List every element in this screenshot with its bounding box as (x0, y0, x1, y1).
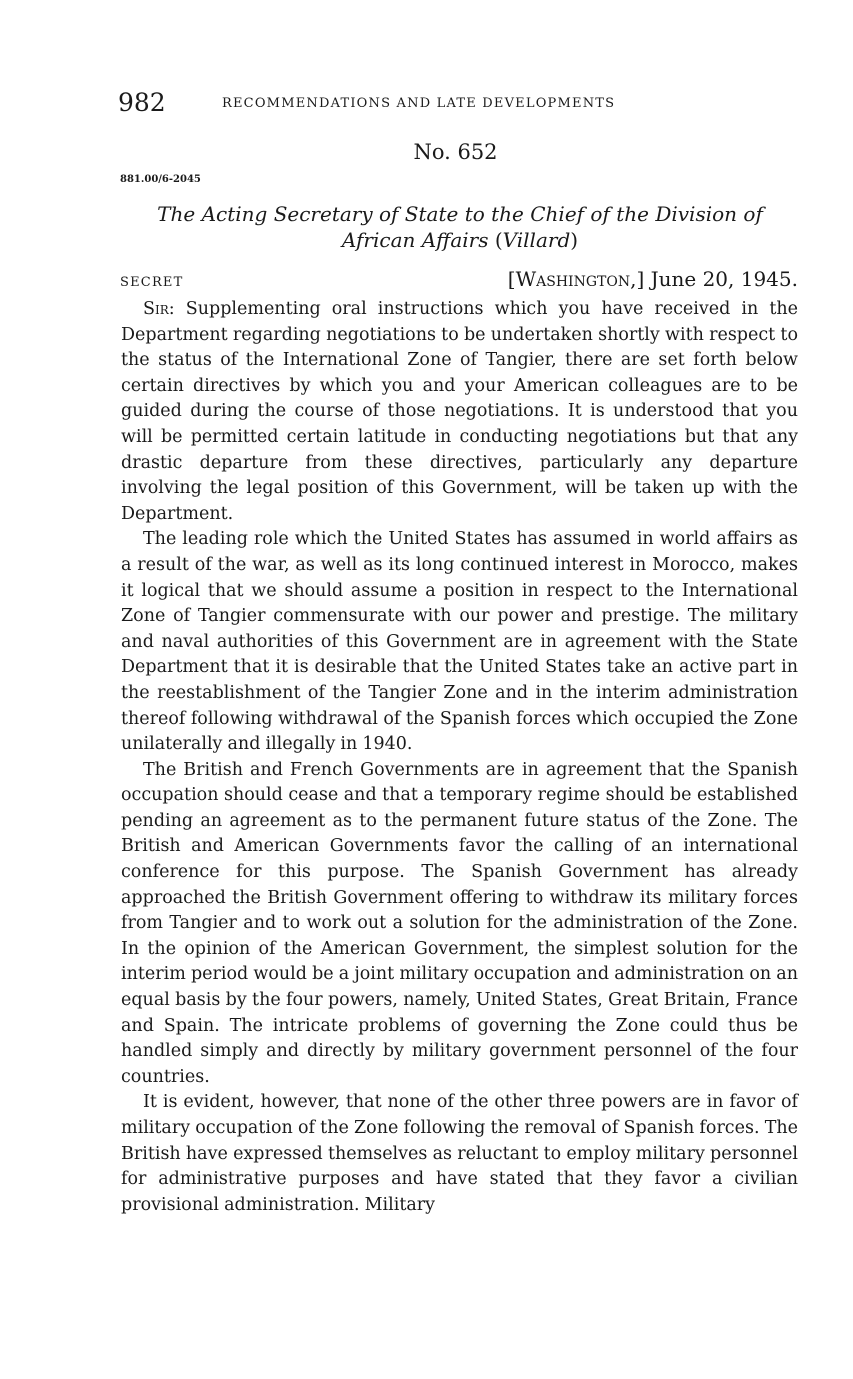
paragraph-1-text: : Supplementing oral instructions which you have received in the Department regarding negotiations to be undertaken shortly with respect to the status of the International Zone of Tangier, there are set forth below certain directives by which you and your American colleagues are to be guided during the course of those negotiations. It is understood that you will be permitted certain latitude in conducting negotiations but that any drastic departure from these directives, particularly any departure involving the legal position of this Government, will be taken up with the Department. (121, 299, 798, 524)
title-paren-open: ( (494, 228, 503, 252)
document-number: No. 652 (413, 140, 498, 164)
page-number: 982 (118, 88, 166, 117)
salutation: Sir (143, 299, 169, 319)
dateline (508, 267, 798, 291)
file-reference: 881.00/6-2045 (120, 174, 201, 185)
running-head: RECOMMENDATIONS AND LATE DEVELOPMENTS (222, 96, 616, 111)
paragraph-3: The British and French Governments are in agreement that the Spanish occupation should cease and that a temporary regime should be established pending an agreement as to the permanent future status of the Zone. The British and American Governments favor the calling of an international conference for this purpose. The Spanish Government has already approached the British Government offering to withdraw its military forces from Tangier and to work out a solution for the administration of the Zone. In the opinion of the American Government, the simplest solution for the interim period would be a joint military occupation and administration on an equal basis by the four powers, namely, United States, Great Britain, France and Spain. The intricate problems of governing the Zone could thus be handled simply and directly by military government personnel of the four countries. (121, 759, 798, 1087)
title-paren-close: ) (570, 228, 579, 252)
dateline-place: Washington, (515, 267, 637, 291)
dateline-date: ] June 20, 1945. (636, 267, 798, 291)
letter-body (121, 297, 798, 1218)
title-name: Villard (502, 228, 571, 252)
title-main: The Acting Secretary of State to the Chief of the Division of African Affairs (157, 202, 763, 252)
document-title (120, 201, 800, 253)
dateline-bracket-open: [ (507, 267, 516, 291)
classification-label: SECRET (120, 275, 184, 290)
paragraph-1 (121, 297, 798, 527)
paragraph-2: The leading role which the United States has assumed in world affairs as a result of the war, as well as its long continued interest in Morocco, makes it logical that we should assume a position in respect to the International Zone of Tangier commensurate with our power and prestige. The military and naval authorities of this Government are in agreement with the State Department that it is desirable that the United States take an active part in the reestablishment of the Tangier Zone and in the interim administration thereof following withdrawal of the Spanish forces which occupied the Zone unilaterally and illegally in 1940. (121, 529, 798, 755)
paragraph-4: It is evident, however, that none of the other three powers are in favor of military occupation of the Zone following the removal of Spanish forces. The British have expressed themselves as reluctant to employ military personnel for administrative purposes and have stated that they favor a civilian provisional administration. Military (121, 1092, 798, 1215)
